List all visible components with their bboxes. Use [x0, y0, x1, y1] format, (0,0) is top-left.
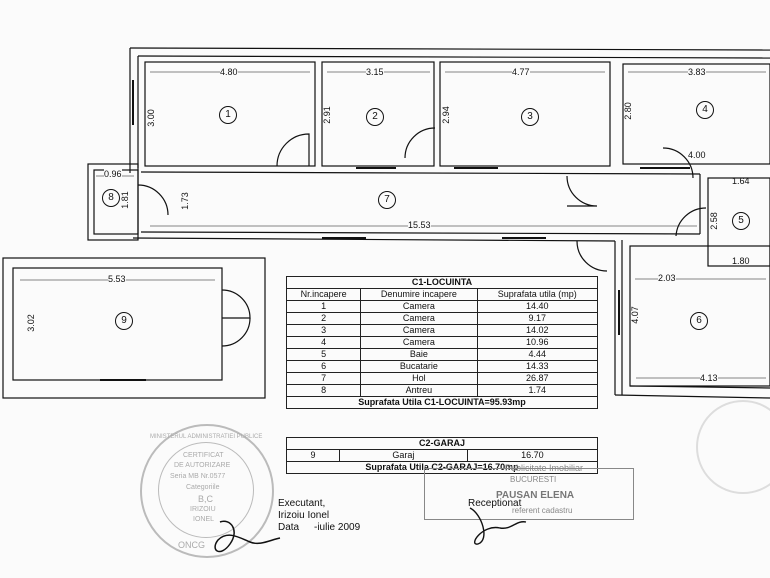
dim-garage-width: 5.53	[108, 274, 126, 284]
stamp-line6: IRIZOIU	[190, 506, 216, 513]
table-cell: Bucatarie	[361, 361, 477, 373]
table-row	[287, 325, 598, 337]
dim-antreu-height: 1.81	[119, 191, 130, 209]
table-cell: Camera	[361, 325, 477, 337]
col-header-suprafata: Suprafata utila (mp)	[477, 289, 598, 301]
room-number-8: 8	[102, 189, 120, 207]
rect-stamp-line4: referent cadastru	[512, 506, 573, 515]
col-header-denumire: Denumire incapere	[361, 289, 477, 301]
table-cell: 4.44	[477, 349, 598, 361]
table-cell: 14.33	[477, 361, 598, 373]
table-cell: 26.87	[477, 373, 598, 385]
table-cell: 7	[287, 373, 361, 385]
table-row	[287, 450, 598, 462]
table-cell: Camera	[361, 301, 477, 313]
dim-room1-width: 4.80	[220, 67, 238, 77]
table-cell: 1	[287, 301, 361, 313]
table-cell: 9.17	[477, 313, 598, 325]
dim-room2-height: 2.91	[321, 106, 332, 124]
table-cell: 14.02	[477, 325, 598, 337]
table-cell: 6	[287, 361, 361, 373]
table-cell: Garaj	[339, 450, 467, 462]
room-number-7: 7	[378, 191, 396, 209]
dim-room4-height: 2.80	[622, 102, 633, 120]
signature-receptionat	[460, 500, 540, 550]
executant-label: Executant,	[278, 498, 326, 509]
dim-room4-width: 3.83	[688, 67, 706, 77]
dim-room3-width: 4.77	[512, 67, 530, 77]
date-label: Data	[278, 522, 300, 533]
table-cell: 1.74	[477, 385, 598, 397]
locuinta-title: C1-LOCUINTA	[287, 277, 598, 289]
receptionat-label: Receptionat	[468, 498, 522, 509]
table-row	[287, 313, 598, 325]
rect-stamp-line2: BUCURESTI	[510, 475, 557, 484]
room-number-3: 3	[521, 108, 539, 126]
room-number-9: 9	[115, 312, 133, 330]
dim-room6-height: 4.07	[629, 306, 640, 324]
signature-executant	[200, 510, 300, 570]
room-number-6: 6	[690, 312, 708, 330]
table-cell: Antreu	[361, 385, 477, 397]
table-cell: 8	[287, 385, 361, 397]
dim-room3-height: 2.94	[440, 106, 451, 124]
locuinta-table	[286, 276, 598, 409]
garaj-title: C2-GARAJ	[287, 438, 598, 450]
table-row	[287, 373, 598, 385]
dim-room5-top: 1.64	[732, 176, 750, 186]
table-cell: 14.40	[477, 301, 598, 313]
table-row	[287, 301, 598, 313]
dim-room2-width: 3.15	[366, 67, 384, 77]
table-row	[287, 349, 598, 361]
table-row	[287, 385, 598, 397]
room-number-1: 1	[219, 106, 237, 124]
col-header-nr: Nr.incapere	[287, 289, 361, 301]
table-row	[287, 337, 598, 349]
dim-hall-length: 15.53	[408, 220, 431, 230]
stamp-line2: DE AUTORIZARE	[174, 462, 231, 469]
room-number-4: 4	[696, 101, 714, 119]
dim-room6-width: 2.03	[658, 273, 676, 283]
stamp-line5: B,C	[198, 494, 214, 504]
table-cell: Camera	[361, 313, 477, 325]
room-number-2: 2	[366, 108, 384, 126]
table-cell: 10.96	[477, 337, 598, 349]
locuinta-summary: Suprafata Utila C1-LOCUINTA=95.93mp	[287, 397, 598, 409]
executant-name: Irizoiu Ionel	[278, 510, 330, 521]
stamp-line4: Categoriile	[186, 484, 220, 491]
date-value: -iulie 2009	[314, 522, 361, 533]
room-number-5: 5	[732, 212, 750, 230]
dim-antreu-width: 0.96	[104, 169, 122, 179]
table-row	[287, 361, 598, 373]
table-cell: Camera	[361, 337, 477, 349]
table-cell: 9	[287, 450, 340, 462]
table-cell: 3	[287, 325, 361, 337]
table-cell: 2	[287, 313, 361, 325]
dim-room1-height: 3.00	[145, 109, 156, 127]
rect-stamp-line3: PAUSAN ELENA	[496, 490, 575, 501]
dim-room4-bottom: 4.00	[688, 150, 706, 160]
dim-room5-bottom: 1.80	[732, 256, 750, 266]
stamp-ring-text: MINISTERUL ADMINISTRATIEI PUBLICE	[150, 434, 263, 440]
stamp-line8: ONCG	[178, 540, 205, 550]
table-cell: 16.70	[467, 450, 597, 462]
table-cell: Baie	[361, 349, 477, 361]
table-cell: 4	[287, 337, 361, 349]
dim-room6-bottom: 4.13	[700, 373, 718, 383]
dim-garage-height: 3.02	[25, 314, 36, 332]
table-cell: 5	[287, 349, 361, 361]
rect-stamp-line1: Publicitate Imobiliar	[505, 463, 584, 473]
stamp-line3: Seria MB Nr.0577	[170, 473, 226, 480]
dim-hall-width: 1.73	[179, 192, 190, 210]
table-cell: Hol	[361, 373, 477, 385]
garaj-summary: Suprafata Utila C2-GARAJ=16.70mp	[287, 462, 598, 474]
dim-room5-height: 2.58	[708, 212, 719, 230]
stamp-line1: CERTIFICAT	[183, 452, 224, 459]
stamp-line7: IONEL	[193, 516, 215, 523]
